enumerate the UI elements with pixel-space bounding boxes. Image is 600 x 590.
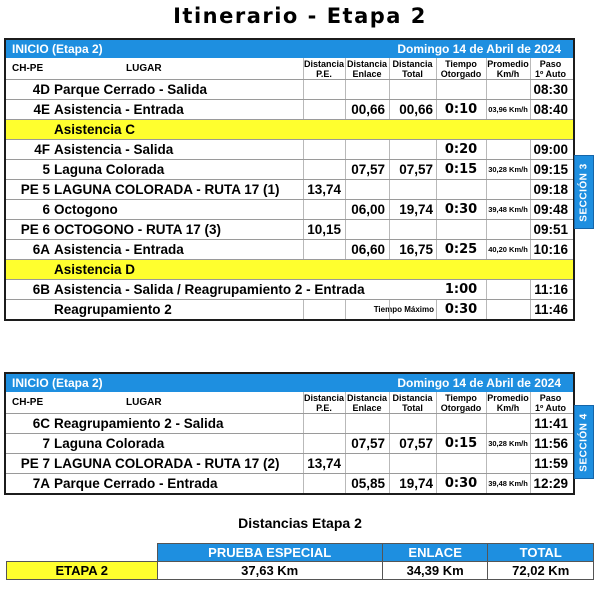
column-divider [436, 300, 437, 319]
column-divider [389, 58, 390, 79]
column-divider [486, 280, 487, 299]
section-header [6, 40, 573, 58]
column-divider [389, 414, 390, 433]
section-4-label [574, 405, 594, 479]
itinerary-row [6, 140, 573, 160]
column-divider [345, 200, 346, 219]
column-divider [345, 100, 346, 119]
col-denl-line2: Enlace [352, 68, 382, 79]
column-divider [389, 300, 390, 319]
column-divider [530, 100, 531, 119]
column-divider [389, 200, 390, 219]
col-denl-line2: Enlace [352, 402, 382, 413]
itinerary-row [6, 180, 573, 200]
average-speed: 39,48 Km/h [488, 479, 528, 488]
assistance-row [6, 120, 573, 140]
average-speed: 40,20 Km/h [488, 245, 528, 254]
enlace-value: 34,39 Km [382, 562, 488, 580]
col-paso-line2: 1º Auto [535, 68, 566, 79]
distance-enlace: 05,85 [351, 476, 385, 491]
column-divider [345, 474, 346, 493]
column-divider [486, 220, 487, 239]
time-allowed: 0:10 [444, 102, 478, 117]
col-dpe-line1: Distancia [303, 58, 345, 69]
column-divider [486, 434, 487, 453]
column-divider [486, 240, 487, 259]
time-allowed: 0:30 [444, 202, 478, 217]
distance-pe: 13,74 [307, 456, 341, 471]
distance-enlace: 06,00 [351, 202, 385, 217]
col-denl [345, 58, 389, 79]
col-lugar: LUGAR [126, 63, 162, 74]
col-denl-line1: Distancia [346, 58, 388, 69]
section-header [6, 374, 573, 392]
prueba-especial-header: PRUEBA ESPECIAL [157, 544, 382, 562]
col-dtot [389, 392, 436, 413]
col-prom-line2: Km/h [496, 68, 520, 79]
time-allowed: 0:15 [444, 162, 478, 177]
column-divider [530, 220, 531, 239]
itinerary-row [6, 200, 573, 220]
column-divider [486, 80, 487, 99]
column-divider [530, 80, 531, 99]
column-divider [530, 200, 531, 219]
first-car-time: 11:46 [534, 302, 568, 317]
first-car-time: 09:48 [533, 202, 568, 217]
column-divider [303, 434, 304, 453]
distance-enlace: 06,60 [351, 242, 385, 257]
col-paso [530, 58, 571, 79]
column-divider [303, 240, 304, 259]
first-car-time: 11:16 [534, 282, 568, 297]
column-divider [303, 454, 304, 473]
tiempo-maximo-note: Tiempo Máximo [373, 305, 434, 314]
col-prom-line2: Km/h [496, 402, 520, 413]
col-denl-line1: Distancia [346, 392, 388, 403]
itinerary-row [6, 160, 573, 180]
column-divider [389, 80, 390, 99]
place-name: LAGUNA COLORADA - RUTA 17 (2) [54, 456, 280, 471]
section-start-label: INICIO (Etapa 2) [12, 42, 103, 56]
col-dpe [303, 58, 345, 79]
column-divider [436, 392, 437, 413]
col-dtot [389, 58, 436, 79]
column-divider [345, 180, 346, 199]
col-dtot-line1: Distancia [392, 392, 433, 403]
distance-pe: 10,15 [307, 222, 341, 237]
col-dtot-line2: Total [402, 402, 423, 413]
column-divider [303, 140, 304, 159]
column-divider [345, 220, 346, 239]
first-car-time: 12:29 [533, 476, 568, 491]
column-divider [486, 100, 487, 119]
column-divider [530, 280, 531, 299]
average-speed: 30,28 Km/h [488, 439, 528, 448]
distances-header-row [7, 544, 594, 562]
total-value: 72,02 Km [488, 562, 594, 580]
control-code: 4E [33, 102, 50, 117]
column-divider [345, 240, 346, 259]
itinerary-row [6, 280, 573, 300]
itinerary-section-3 [4, 38, 575, 321]
place-name: Asistencia - Entrada [54, 102, 184, 117]
itinerary-row [6, 434, 573, 454]
distance-total: 19,74 [399, 202, 433, 217]
section-3-label [574, 155, 594, 229]
distance-total: 16,75 [399, 242, 433, 257]
control-code: 7A [32, 476, 50, 491]
itinerary-row [6, 300, 573, 319]
column-divider [303, 180, 304, 199]
control-code: 6B [32, 282, 50, 297]
col-dpe-line2: P.E. [316, 68, 332, 79]
column-divider [303, 220, 304, 239]
first-car-time: 09:00 [533, 142, 568, 157]
first-car-time: 11:56 [534, 436, 568, 451]
column-divider [303, 58, 304, 79]
column-divider [486, 392, 487, 413]
column-divider [389, 392, 390, 413]
time-allowed: 0:30 [444, 476, 478, 491]
control-code: 6 [42, 202, 50, 217]
column-divider [345, 454, 346, 473]
column-divider [436, 100, 437, 119]
col-tiempo [436, 392, 486, 413]
place-name: Octogono [54, 202, 118, 217]
col-chpe: CH-PE [12, 63, 44, 74]
etapa-label: ETAPA 2 [7, 562, 158, 580]
first-car-time: 09:51 [533, 222, 568, 237]
place-name: Reagrupamiento 2 - Salida [54, 416, 224, 431]
column-divider [436, 200, 437, 219]
col-prom-line1: Promedio [487, 392, 529, 403]
col-tiempo-line1: Tiempo [445, 58, 477, 69]
column-divider [303, 80, 304, 99]
column-divider [436, 414, 437, 433]
column-divider [486, 160, 487, 179]
col-paso-line2: 1º Auto [535, 402, 566, 413]
distance-enlace: 00,66 [351, 102, 385, 117]
first-car-time: 11:41 [534, 416, 568, 431]
section-date: Domingo 14 de Abril de 2024 [397, 42, 561, 56]
itinerary-row [6, 100, 573, 120]
column-divider [530, 58, 531, 79]
distances-title: Distancias Etapa 2 [238, 515, 362, 531]
section-label-text: SECCIÓN 3 [578, 162, 590, 222]
itinerary-row [6, 80, 573, 100]
distance-enlace: 07,57 [351, 436, 385, 451]
control-code: PE 7 [20, 456, 50, 471]
place-name: Laguna Colorada [54, 162, 165, 177]
col-dtot-line2: Total [402, 68, 423, 79]
column-divider [345, 300, 346, 319]
blank-cell [7, 544, 158, 562]
column-divider [436, 160, 437, 179]
column-divider [486, 414, 487, 433]
column-divider [530, 140, 531, 159]
col-chpe: CH-PE [12, 397, 44, 408]
prueba-especial-value: 37,63 Km [157, 562, 382, 580]
column-divider [436, 80, 437, 99]
col-tiempo-line2: Otorgado [440, 68, 482, 79]
time-allowed: 0:15 [444, 436, 478, 451]
time-allowed: 0:25 [444, 242, 478, 257]
col-paso-line1: Paso [539, 392, 562, 403]
column-divider [389, 140, 390, 159]
column-divider [530, 240, 531, 259]
itinerary-row [6, 240, 573, 260]
column-divider [486, 454, 487, 473]
column-divider [345, 392, 346, 413]
col-paso-line1: Paso [539, 58, 562, 69]
col-denl [345, 392, 389, 413]
total-header: TOTAL [488, 544, 594, 562]
column-divider [345, 434, 346, 453]
control-code: PE 6 [20, 222, 50, 237]
column-divider [303, 160, 304, 179]
control-code: 5 [42, 162, 50, 177]
column-divider [530, 474, 531, 493]
column-divider [436, 58, 437, 79]
column-divider [389, 180, 390, 199]
column-divider [530, 180, 531, 199]
average-speed: 03,96 Km/h [488, 105, 528, 114]
assistance-row [6, 260, 573, 280]
column-divider [486, 300, 487, 319]
column-divider [345, 80, 346, 99]
column-divider [530, 414, 531, 433]
distances-table [6, 543, 594, 580]
column-divider [530, 300, 531, 319]
distance-enlace: 07,57 [351, 162, 385, 177]
first-car-time: 09:18 [533, 182, 568, 197]
column-divider [436, 220, 437, 239]
control-code: 7 [42, 436, 50, 451]
section-date: Domingo 14 de Abril de 2024 [397, 376, 561, 390]
distance-total: 19,74 [399, 476, 433, 491]
column-divider [436, 434, 437, 453]
column-divider [486, 140, 487, 159]
page-title: Itinerario - Etapa 2 [173, 4, 427, 28]
column-divider [486, 200, 487, 219]
col-prom [486, 58, 530, 79]
section-label-text: SECCIÓN 4 [578, 412, 590, 472]
place-name: Asistencia - Entrada [54, 242, 184, 257]
column-divider [389, 454, 390, 473]
column-divider [389, 434, 390, 453]
control-code: 6A [32, 242, 50, 257]
column-header-row [6, 58, 573, 80]
column-header-row [6, 392, 573, 414]
column-divider [530, 160, 531, 179]
col-tiempo-line2: Otorgado [440, 402, 482, 413]
itinerary-row [6, 220, 573, 240]
first-car-time: 10:16 [533, 242, 568, 257]
section-start-label: INICIO (Etapa 2) [12, 376, 103, 390]
column-divider [303, 200, 304, 219]
place-name: Parque Cerrado - Salida [54, 82, 208, 97]
place-name: Asistencia - Salida / Reagrupamiento 2 - Entrada [54, 282, 365, 297]
place-name: Asistencia D [54, 262, 136, 277]
col-prom-line1: Promedio [487, 58, 529, 69]
distances-value-row [7, 562, 594, 580]
column-divider [389, 474, 390, 493]
itinerary-row [6, 474, 573, 493]
col-prom [486, 392, 530, 413]
column-divider [530, 434, 531, 453]
column-divider [436, 240, 437, 259]
column-divider [389, 240, 390, 259]
column-divider [486, 58, 487, 79]
first-car-time: 08:30 [533, 82, 568, 97]
col-paso [530, 392, 571, 413]
average-speed: 30,28 Km/h [488, 165, 528, 174]
control-code: 6C [32, 416, 50, 431]
place-name: Reagrupamiento 2 [54, 302, 172, 317]
place-name: Asistencia - Salida [54, 142, 174, 157]
column-divider [303, 414, 304, 433]
column-divider [389, 100, 390, 119]
distance-total: 07,57 [399, 162, 433, 177]
col-lugar: LUGAR [126, 397, 162, 408]
column-divider [530, 454, 531, 473]
column-divider [436, 140, 437, 159]
place-name: Parque Cerrado - Entrada [54, 476, 218, 491]
control-code: 4D [32, 82, 50, 97]
column-divider [345, 140, 346, 159]
col-dpe-line2: P.E. [316, 402, 332, 413]
col-dpe [303, 392, 345, 413]
column-divider [345, 160, 346, 179]
place-name: Asistencia C [54, 122, 136, 137]
time-allowed: 0:30 [444, 302, 478, 317]
average-speed: 39,48 Km/h [488, 205, 528, 214]
time-allowed: 0:20 [444, 142, 478, 157]
column-divider [436, 180, 437, 199]
distance-total: 07,57 [399, 436, 433, 451]
column-divider [436, 474, 437, 493]
column-divider [530, 392, 531, 413]
col-tiempo [436, 58, 486, 79]
itinerary-section-4 [4, 372, 575, 495]
column-divider [486, 474, 487, 493]
column-divider [345, 414, 346, 433]
itinerary-row [6, 454, 573, 474]
column-divider [303, 100, 304, 119]
column-divider [303, 474, 304, 493]
column-divider [389, 160, 390, 179]
col-dtot-line1: Distancia [392, 58, 433, 69]
control-code: PE 5 [20, 182, 50, 197]
enlace-header: ENLACE [382, 544, 488, 562]
distance-total: 00,66 [399, 102, 433, 117]
column-divider [436, 454, 437, 473]
col-tiempo-line1: Tiempo [445, 392, 477, 403]
column-divider [303, 300, 304, 319]
column-divider [345, 58, 346, 79]
first-car-time: 11:59 [534, 456, 568, 471]
time-allowed: 1:00 [444, 282, 478, 297]
place-name: OCTOGONO - RUTA 17 (3) [54, 222, 222, 237]
distance-pe: 13,74 [307, 182, 341, 197]
itinerary-row [6, 414, 573, 434]
control-code: 4F [34, 142, 50, 157]
column-divider [389, 220, 390, 239]
place-name: LAGUNA COLORADA - RUTA 17 (1) [54, 182, 280, 197]
first-car-time: 09:15 [533, 162, 568, 177]
column-divider [303, 392, 304, 413]
column-divider [486, 180, 487, 199]
first-car-time: 08:40 [533, 102, 568, 117]
place-name: Laguna Colorada [54, 436, 165, 451]
col-dpe-line1: Distancia [303, 392, 345, 403]
